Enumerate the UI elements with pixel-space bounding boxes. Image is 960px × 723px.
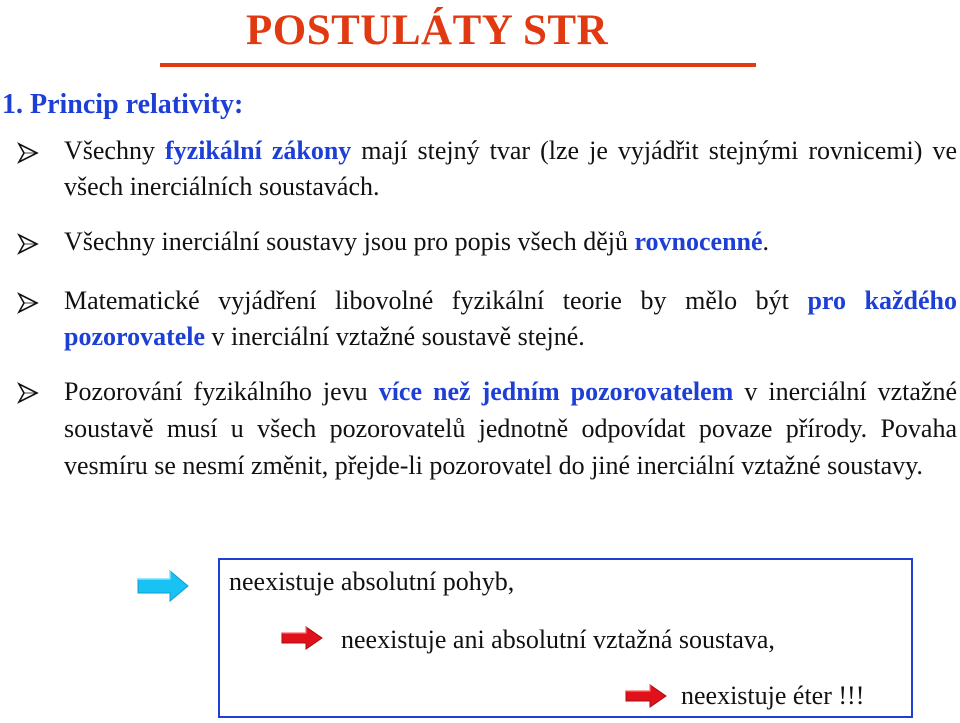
highlighted-term: více než jedním pozorovatelem <box>378 377 734 406</box>
conclusion-line-1: neexistuje absolutní pohyb, <box>229 567 515 596</box>
arrowhead-bullet-icon <box>16 232 40 256</box>
red-block-arrow-icon <box>624 683 668 709</box>
arrowhead-bullet-icon <box>16 381 40 405</box>
bullet-text-part: . <box>762 227 770 256</box>
bullet-text-part: Všechny inerciální soustavy jsou pro popis všech dějů <box>64 227 635 256</box>
section-heading: 1. Princip relativity: <box>2 89 244 120</box>
bullet-text-part: v inerciální vztažné soustavě musí u všech pozorovatelů jednotně odpovídat povaze přírody. Povaha vesmíru se nesmí změnit, přejde-li pozorovatel do jiné inerciální vztažné soustavy. <box>64 377 957 480</box>
cyan-block-arrow-icon <box>136 568 190 604</box>
highlighted-term: pro každého pozorovatele <box>64 286 957 351</box>
bullet-text <box>64 373 957 484</box>
conclusion-line-3: neexistuje éter !!! <box>681 681 865 710</box>
bullet-text <box>64 224 957 260</box>
slide-title: POSTULÁTY STR <box>246 7 609 54</box>
arrowhead-bullet-icon <box>16 141 40 165</box>
bullet-text <box>64 283 957 355</box>
bullet-text-part: Matematické vyjádření libovolné fyzikální teorie by mělo být <box>64 286 808 315</box>
highlighted-term: rovnocenné <box>634 227 763 256</box>
highlighted-term: fyzikální zákony <box>165 136 352 165</box>
bullet-text-part: v inerciální vztažné soustavě stejné. <box>205 322 585 351</box>
arrowhead-bullet-icon <box>16 291 40 315</box>
bullet-text-part: mají stejný tvar (lze je vyjádřit stejnými rovnicemi) ve všech inerciálních soustavách. <box>64 136 957 201</box>
conclusion-line-2: neexistuje ani absolutní vztažná soustava, <box>341 625 775 654</box>
bullet-text <box>64 133 957 205</box>
bullet-text-part: Všechny <box>64 136 165 165</box>
title-underline <box>160 63 756 67</box>
red-block-arrow-icon <box>280 625 324 651</box>
bullet-text-part: Pozorování fyzikálního jevu <box>64 377 379 406</box>
